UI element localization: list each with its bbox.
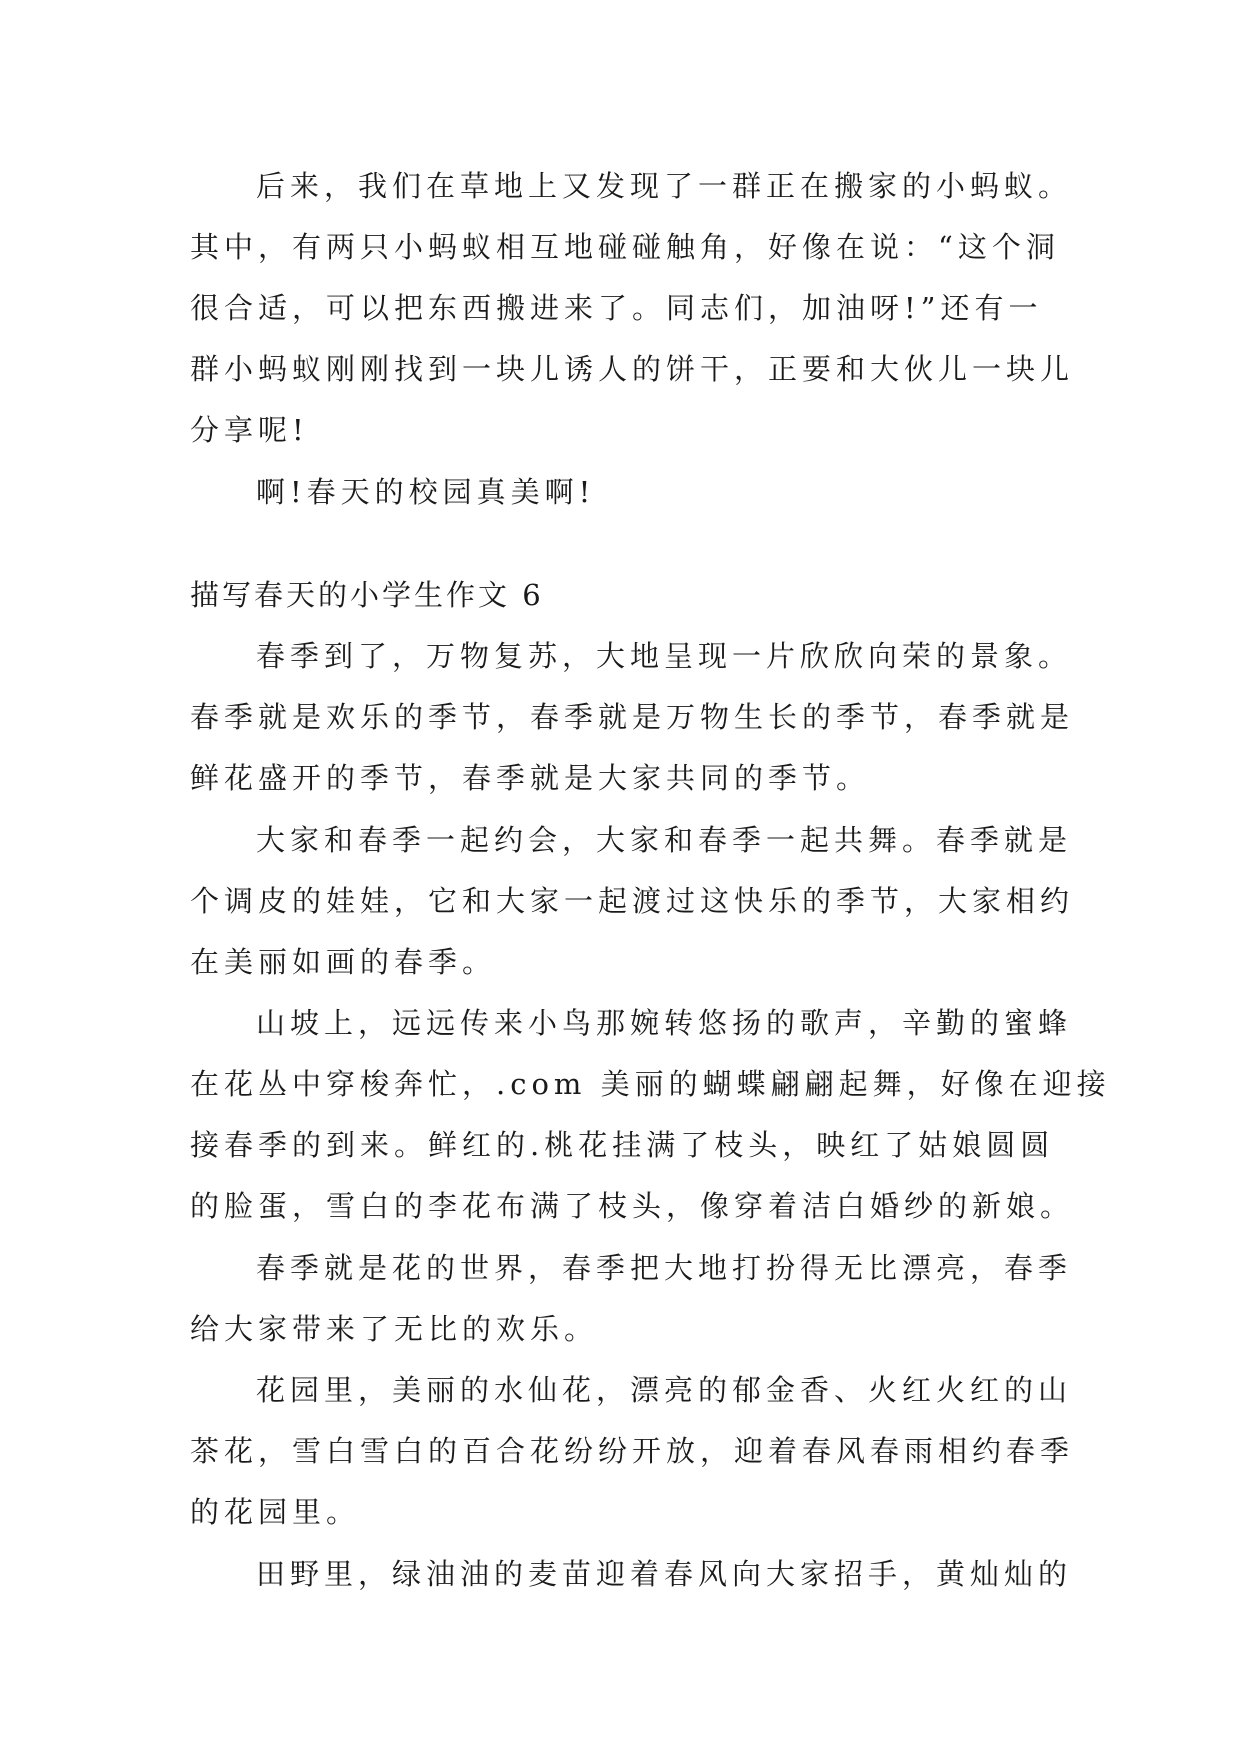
paragraph-line: 后来，我们在草地上又发现了一群正在搬家的小蚂蚁。 xyxy=(256,169,1073,203)
paragraph-line: 接春季的到来。鲜红的.桃花挂满了枝头，映红了姑娘圆圆 xyxy=(190,1128,1055,1162)
paragraph-line: 在美丽如画的春季。 xyxy=(190,945,497,979)
paragraph-line: 田野里，绿油油的麦苗迎着春风向大家招手，黄灿灿的 xyxy=(256,1557,1073,1591)
paragraph-line: 在花丛中穿梭奔忙，.com 美丽的蝴蝶翩翩起舞，好像在迎接 xyxy=(190,1067,1111,1101)
paragraph-line: 春季就是花的世界，春季把大地打扮得无比漂亮，春季 xyxy=(256,1251,1073,1285)
paragraph-line: 春季到了，万物复苏，大地呈现一片欣欣向荣的景象。 xyxy=(256,639,1073,673)
paragraph-line: 山坡上，远远传来小鸟那婉转悠扬的歌声，辛勤的蜜蜂 xyxy=(256,1006,1073,1040)
paragraph-line: 分享呢! xyxy=(190,413,309,447)
paragraph-line: 茶花，雪白雪白的百合花纷纷开放，迎着春风春雨相约春季 xyxy=(190,1434,1075,1468)
paragraph-line: 群小蚂蚁刚刚找到一块儿诱人的饼干，正要和大伙儿一块儿 xyxy=(190,352,1075,386)
paragraph-line: 鲜花盛开的季节，春季就是大家共同的季节。 xyxy=(190,761,871,795)
paragraph-line: 啊!春天的校园真美啊! xyxy=(256,475,596,509)
paragraph-line: 春季就是欢乐的季节，春季就是万物生长的季节，春季就是 xyxy=(190,700,1075,734)
essay-heading: 描写春天的小学生作文 6 xyxy=(190,578,544,612)
paragraph-line: 花园里，美丽的水仙花，漂亮的郁金香、火红火红的山 xyxy=(256,1373,1073,1407)
paragraph-line: 的脸蛋，雪白的李花布满了枝头，像穿着洁白婚纱的新娘。 xyxy=(190,1189,1075,1223)
paragraph-line: 大家和春季一起约会，大家和春季一起共舞。春季就是 xyxy=(256,823,1073,857)
paragraph-line: 给大家带来了无比的欢乐。 xyxy=(190,1312,599,1346)
paragraph-line: 个调皮的娃娃，它和大家一起渡过这快乐的季节，大家相约 xyxy=(190,884,1075,918)
paragraph-line: 的花园里。 xyxy=(190,1495,361,1529)
paragraph-line: 很合适，可以把东西搬进来了。同志们，加油呀!”还有一 xyxy=(190,291,1043,325)
paragraph-line: 其中，有两只小蚂蚁相互地碰碰触角，好像在说：“这个洞 xyxy=(190,230,1060,264)
